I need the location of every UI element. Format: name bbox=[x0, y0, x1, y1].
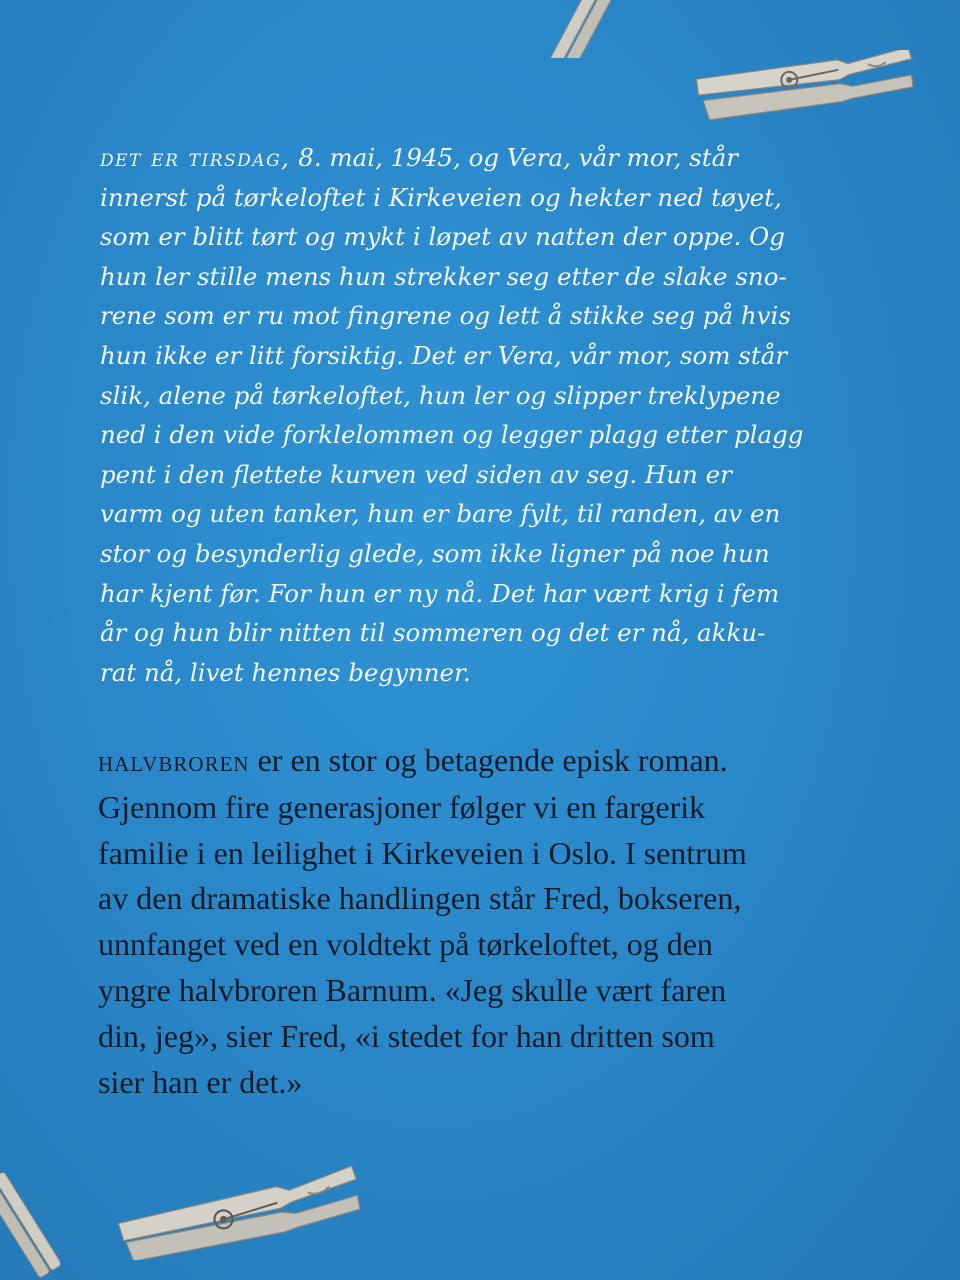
excerpt-line: stor og besynderlig glede, som ikke ligner på noe hun bbox=[100, 538, 770, 568]
excerpt-line: hun ikke er litt forsiktig. Det er Vera, vår mor, som står bbox=[100, 340, 788, 370]
blurb-line: av den dramatiske handlingen står Fred, bokseren, bbox=[98, 880, 742, 917]
clothespin-icon bbox=[110, 1160, 370, 1260]
blurb-line: yngre halvbroren Barnum. «Jeg skulle vært faren bbox=[98, 971, 727, 1008]
blurb-line: unnfanget ved en voldtekt på tørkeloftet, og den bbox=[98, 926, 713, 963]
excerpt-lead: det er tirsdag, bbox=[100, 143, 291, 172]
excerpt-paragraph bbox=[100, 138, 818, 692]
blurb-line: familie i en leilighet i Kirkeveien i Oslo. I sentrum bbox=[98, 834, 747, 871]
blurb-line: din, jeg», sier Fred, «i stedet for han dritten som bbox=[98, 1017, 715, 1054]
blurb-paragraph bbox=[98, 738, 818, 1105]
excerpt-line: slik, alene på tørkeloftet, hun ler og slipper treklypene bbox=[100, 380, 781, 410]
excerpt-line: har kjent før. For hun er ny nå. Det har vært krig i fem bbox=[100, 578, 780, 608]
blurb-line-rest: er en stor og betagende episk roman. bbox=[257, 742, 728, 778]
clothespin-icon bbox=[690, 50, 920, 120]
excerpt-line: varm og uten tanker, hun er bare fylt, til randen, av en bbox=[100, 499, 781, 529]
clothespin-icon bbox=[548, 0, 618, 58]
excerpt-line: hun ler stille mens hun strekker seg etter de slake sno- bbox=[100, 261, 787, 291]
excerpt-line: år og hun blir nitten til sommeren og det er nå, akku- bbox=[100, 618, 766, 648]
excerpt-line: rat nå, livet hennes begynner. bbox=[100, 657, 471, 687]
blurb-line bbox=[98, 738, 818, 785]
clothespin-icon bbox=[0, 1150, 60, 1280]
excerpt-line bbox=[100, 138, 818, 178]
excerpt-line: innerst på tørkeloftet i Kirkeveien og hekter ned tøyet, bbox=[100, 182, 782, 212]
excerpt-line: pent i den flettete kurven ved siden av seg. Hun er bbox=[100, 459, 732, 489]
blurb-line: Gjennom fire generasjoner følger vi en fargerik bbox=[98, 788, 706, 825]
excerpt-line: som er blitt tørt og mykt i løpet av natten der oppe. Og bbox=[100, 222, 785, 252]
excerpt-line: ned i den vide forklelommen og legger plagg etter plagg bbox=[100, 420, 804, 450]
excerpt-line-rest: 8. mai, 1945, og Vera, vår mor, står bbox=[298, 143, 738, 172]
book-title: halvbroren bbox=[98, 745, 250, 778]
excerpt-line: rene som er ru mot fingrene og lett å stikke seg på hvis bbox=[100, 301, 791, 331]
blurb-line: sier han er det.» bbox=[98, 1063, 303, 1100]
